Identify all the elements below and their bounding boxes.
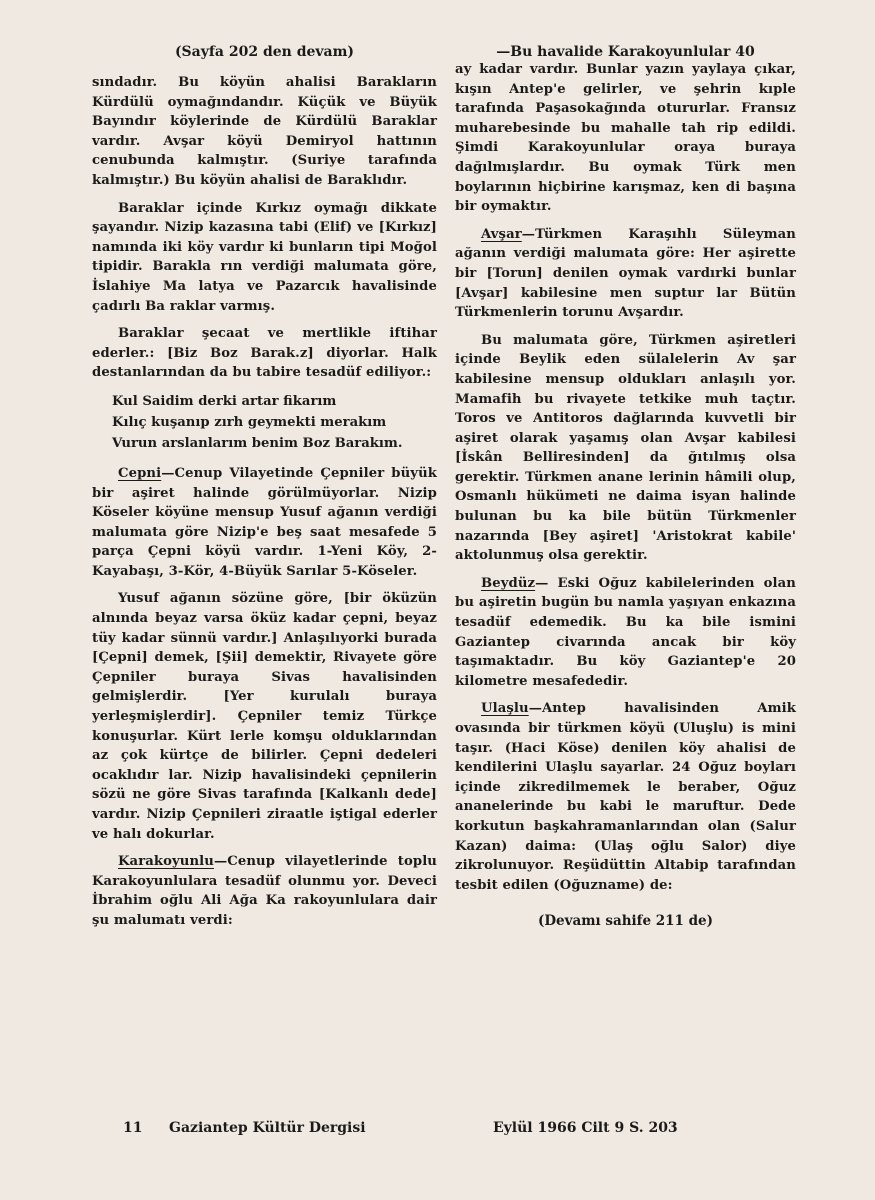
issue-date: Eylül 1966 — [493, 1120, 577, 1136]
left-column — [92, 44, 437, 939]
paragraph: Baraklar şecaat ve mertlikle iftihar ederler.: [Biz Boz Barak.z] diyorlar. Halk destanlarından da bu tabire tesadüf ediliyor.: — [92, 326, 437, 381]
section-karakoyunlu — [92, 852, 437, 930]
verse-line: Kul Saidim derki artar fikarım — [112, 393, 337, 409]
paragraph — [455, 331, 796, 566]
page-number: 11 — [123, 1120, 143, 1136]
section-cepni — [92, 464, 437, 582]
right-column — [455, 44, 796, 929]
paragraph: ay kadar vardır. Bunlar yazın yaylaya çıkar, kışın Antep'e gelirler, ve şehrin kıple tarafında Paşasokağında otururlar. Fransız muharebesinde bu mahalle tah rip edildi. Şimdi Karakoyunlular oraya buraya dağılmışlardır. Bu oymak Türk men boylarının hiçbirine karışmaz, ken di başına bir oymaktır. — [455, 62, 796, 215]
continued-note: (Devamı sahife 211 de) — [537, 913, 714, 930]
paragraph — [92, 589, 437, 844]
section-text: —Antep havalisinden Amik ovasında bir türkmen köyü (Uluşlu) is mini taşır. (Haci Köse) denilen köy ahalisi de kendilerini Ulaşlu sayarlar. 24 Oğuz boyları içinde zikredilmemek le beraber, Oğuz ananelerinde bu kabi le maruftur. Dede korkutun başkahramanlarından olan (Salur Kazan) daima: (Ulaş oğlu Salor) diye zikrolunuyor. Reşüdüttin Altabip tarafından tesbit edilen (Oğuzname) de: — [455, 701, 796, 893]
issue-number: S. 203 — [629, 1120, 678, 1136]
journal-name: Gaziantep Kültür Dergisi — [169, 1120, 366, 1136]
continuation-header: (Sayfa 202 den devam) — [174, 44, 355, 60]
verse-line: Vurun arslanlarım benim Boz Barakım. — [112, 435, 403, 451]
section-title: Beydüz — [481, 575, 536, 591]
volume: Cilt 9 — [581, 1120, 625, 1136]
verse-line: Kılıç kuşanıp zırh geymekti merakım — [112, 414, 387, 430]
section-title: Ulaşlu — [481, 701, 529, 717]
paragraph: sındadır. Bu köyün ahalisi Barakların Kürdülü oymağındandır. Küçük ve Büyük Bayındır köylerinde de Kürdülü Baraklar vardır. Avşar köyü Demiryol hattının cenubunda kalmıştır. (Suriye tarafında kalmıştır.) Bu köyün ahalisi de Baraklıdır. — [92, 75, 437, 188]
section-text: Yusuf ağanın sözüne göre, [bir öküzün alnında beyaz varsa öküz kadar çepni, beyaz tüy kadar sünnü vardır.] Anlaşılıyorki burada [Çepni] demek, [Şii] demektir, Rivayete göre Çepniler buraya Sivas havalisinden gelmişlerdir. [Yer kurulalı buraya yerleşmişlerdir]. Çepniler temiz Türkçe konuşurlar. Kürt lerle komşu olduklarından az çok kürtçe de bilirler. Çepni dedeleri ocaklıdır lar. Nizip havalisindeki çepnilerin sözü ne göre Sivas tarafında [Kalkanlı dede] vardır. Nizip Çepnileri ziraatle iştigal ederler ve halı dokurlar. — [92, 591, 437, 842]
section-beyduz — [455, 574, 796, 692]
section-title: Avşar — [481, 226, 522, 242]
verse-block — [112, 391, 437, 454]
footer-left — [123, 1120, 443, 1136]
section-title: Karakoyunlu — [118, 854, 214, 870]
section-text: —Cenup Vilayetinde Çepniler büyük bir aşiret halinde görülmüyorlar. Nizip Köseler köyüne mensup Yusuf ağanın verdiği malumata göre Nizip'e beş saat mesafede 5 parça Çepni köyü vardır. 1-Yeni Köy, 2-Kayabaşı, 3-Kör, 4-Büyük Sarılar 5-Köseler. — [92, 465, 437, 579]
section-title: Cepni — [118, 465, 162, 481]
column-header: —Bu havalide Karakoyunlular 40 — [496, 44, 755, 60]
section-text: Bu malumata göre, Türkmen aşiretleri içinde Beylik eden sülalelerin Av şar kabilesine mensup oldukları anlaşılı yor. Mamafih bu rivayete tetkike muh taçtır. Toros ve Antitoros dağlarında kuvvetli bir aşiret olarak yaşamış olan Avşar kabilesi [İskân Belliresinden] da ğıtılmış olsa gerektir. Türkmen anane lerinin hâmili olup, Osmanlı hükümeti ne daima isyan halinde bulunan bu ka bile bütün Türkmenler nazarında [Bey aşiret] 'Aristokrat kabile' aktolunmuş olsa gerektir. — [455, 332, 796, 564]
section-text: —Türkmen Karaşıhlı Süleyman ağanın verdiği malumata göre: Her aşirette bir [Torun] denilen oymak vardırki bunlar [Avşar] kabilesine men suptur lar Bütün Türkmenlerin torunu Avşardır. — [455, 226, 796, 321]
paragraph: Baraklar içinde Kırkız oymağı dikkate şayandır. Nizip kazasına tabi (Elif) ve [Kırkız] namında iki köy vardır ki bunların tipi Moğol tipidir. Barakla rın verdiği malumata göre, İslahiye Ma latya ve Pazarcık havalisinde çadırlı Ba raklar varmış. — [92, 200, 437, 314]
footer-right — [493, 1120, 763, 1136]
section-text: —Cenup vilayetlerinde toplu Karakoyunlulara tesadüf olunmu yor. Deveci İbrahim oğlu Ali Ağa Ka rakoyunlulara dair şu malumatı verdi: — [92, 854, 437, 928]
section-avsar — [455, 225, 796, 323]
section-text: — Eski Oğuz kabilelerinden olan bu aşiretin bugün bu namla yaşıyan enkazına tesadüf edemedik. Bu ka bile ismini Gaziantep civarında ancak bir köy taşımaktadır. Bu köy Gaziantep'e 20 kilometre mesafededir. — [455, 575, 796, 689]
section-ulaslu — [455, 699, 796, 895]
